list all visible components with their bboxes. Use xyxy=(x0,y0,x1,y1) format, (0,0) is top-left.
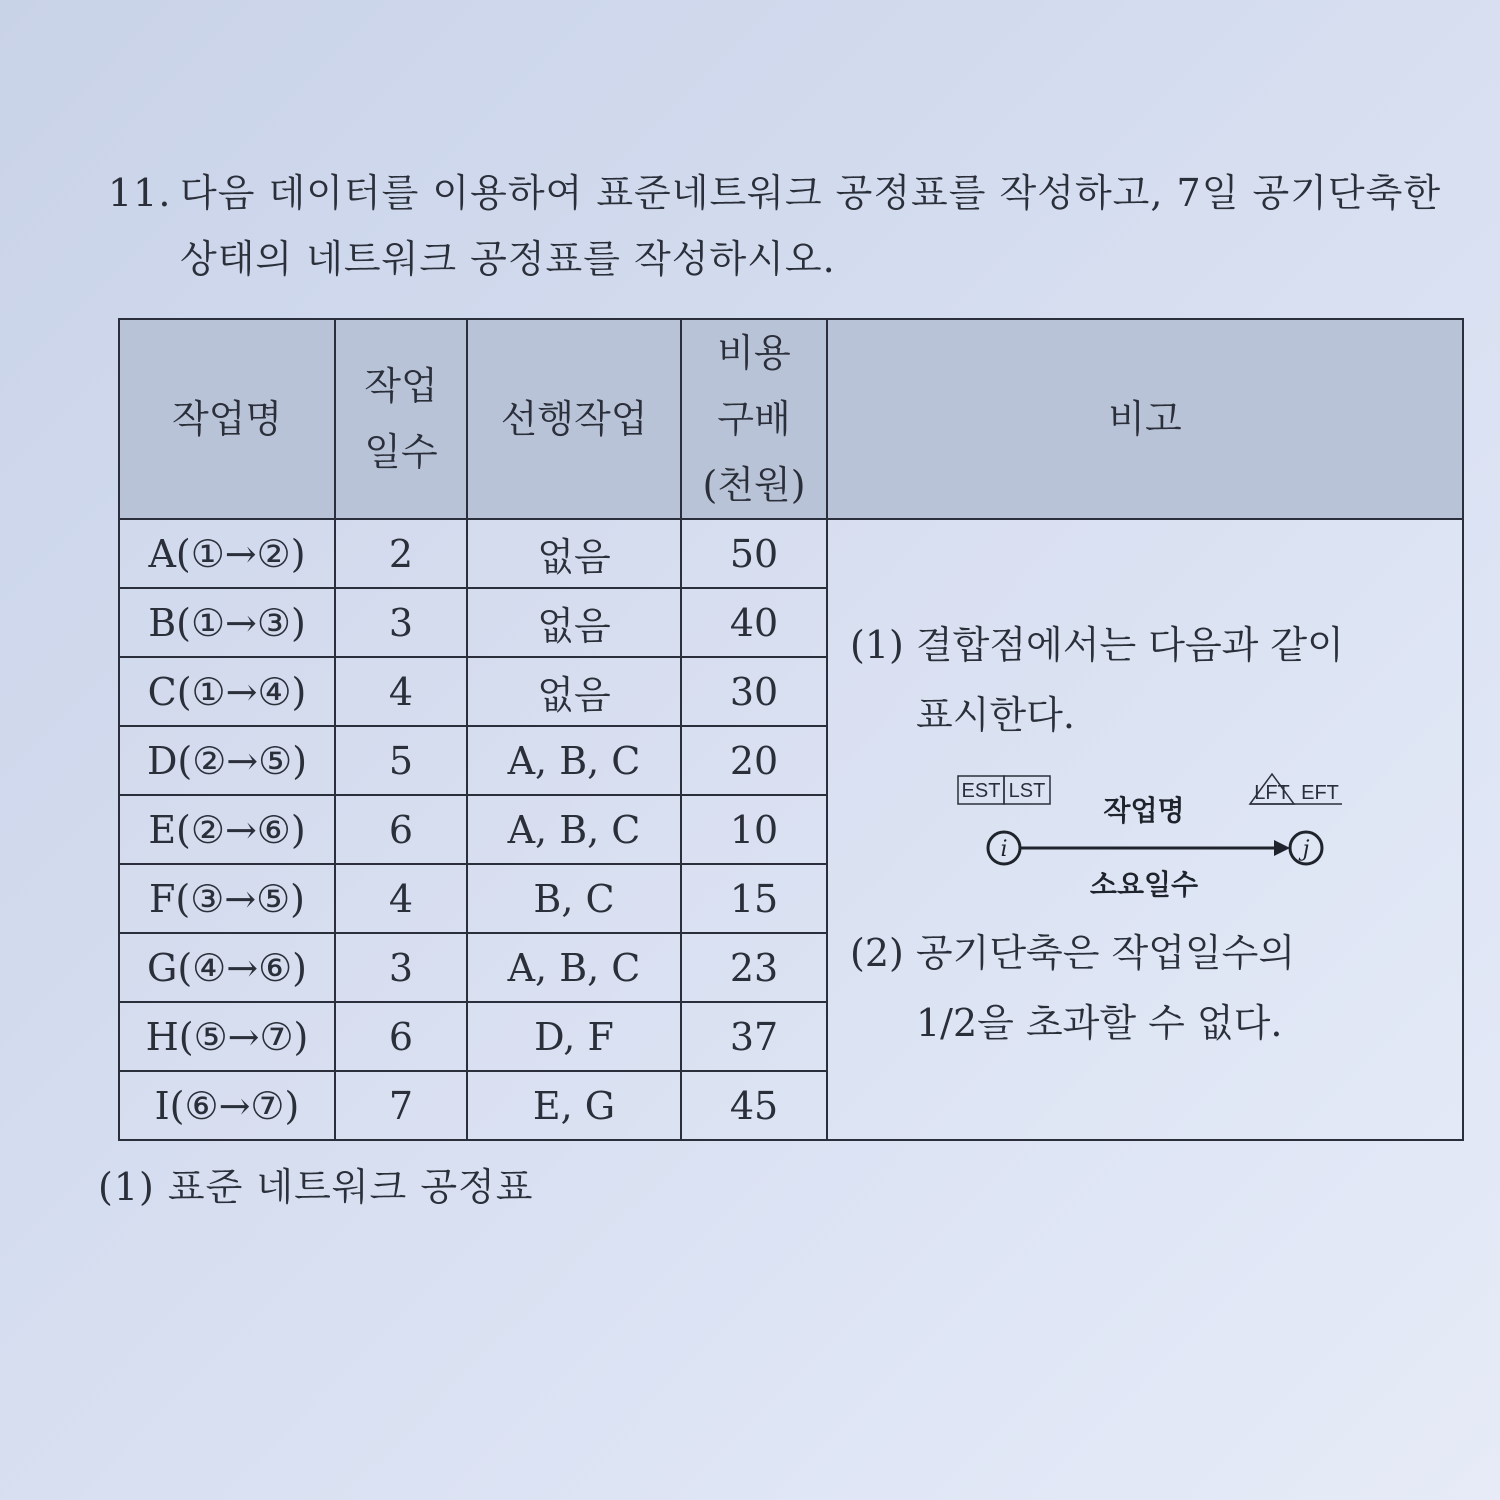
cell-remark xyxy=(827,519,1463,1140)
table-header-row xyxy=(119,319,1463,519)
cell-duration: 3 xyxy=(335,933,467,1002)
cell-cost-slope: 37 xyxy=(681,1002,827,1071)
cell-duration: 4 xyxy=(335,864,467,933)
cell-cost-slope: 10 xyxy=(681,795,827,864)
cell-duration: 5 xyxy=(335,726,467,795)
cell-predecessor: D, F xyxy=(467,1002,681,1071)
cell-duration: 6 xyxy=(335,1002,467,1071)
remark-note-2: (2) 공기단축은 작업일수의 xyxy=(850,931,1296,975)
cell-duration: 3 xyxy=(335,588,467,657)
cell-cost-slope: 15 xyxy=(681,864,827,933)
cell-activity-name: A(①→②) xyxy=(119,519,335,588)
arrow-head-icon xyxy=(1274,840,1290,856)
node-j-label: j xyxy=(1302,837,1310,862)
lst-label: LST xyxy=(1008,780,1046,802)
cell-cost-slope: 30 xyxy=(681,657,827,726)
lft-label: LFT xyxy=(1254,782,1290,804)
cell-predecessor: B, C xyxy=(467,864,681,933)
node-i-label: i xyxy=(1000,837,1008,862)
header-activity-name: 작업명 xyxy=(119,319,335,519)
cell-predecessor: A, B, C xyxy=(467,933,681,1002)
cell-duration: 4 xyxy=(335,657,467,726)
cell-activity-name: C(①→④) xyxy=(119,657,335,726)
remark-note-1: (1) 결합점에서는 다음과 같이 xyxy=(850,623,1344,667)
cell-activity-name: B(①→③) xyxy=(119,588,335,657)
activity-table xyxy=(118,318,1464,1141)
cell-predecessor: 없음 xyxy=(467,519,681,588)
cell-cost-slope: 50 xyxy=(681,519,827,588)
header-duration-line2: 일수 xyxy=(364,430,438,474)
cell-cost-slope: 45 xyxy=(681,1071,827,1140)
question-line-2: 상태의 네트워크 공정표를 작성하시오. xyxy=(180,237,836,281)
header-predecessor: 선행작업 xyxy=(467,319,681,519)
cell-cost-slope: 20 xyxy=(681,726,827,795)
eft-label: EFT xyxy=(1301,782,1339,804)
duration-label: 소요일수 xyxy=(1089,868,1199,900)
cell-activity-name: H(⑤→⑦) xyxy=(119,1002,335,1071)
header-cost-line1: 비용 xyxy=(717,331,791,375)
header-duration xyxy=(335,319,467,519)
question-number: 11. xyxy=(108,171,172,215)
header-cost-line2: 구배 xyxy=(717,397,791,441)
cell-duration: 6 xyxy=(335,795,467,864)
cell-cost-slope: 23 xyxy=(681,933,827,1002)
est-label: EST xyxy=(961,780,1001,802)
cell-predecessor: 없음 xyxy=(467,588,681,657)
cell-cost-slope: 40 xyxy=(681,588,827,657)
cell-predecessor: 없음 xyxy=(467,657,681,726)
cell-activity-name: I(⑥→⑦) xyxy=(119,1071,335,1140)
header-cost-slope xyxy=(681,319,827,519)
cell-predecessor: A, B, C xyxy=(467,795,681,864)
header-duration-line1: 작업 xyxy=(364,364,438,408)
subheading-standard-network: (1) 표준 네트워크 공정표 xyxy=(98,1165,534,1209)
header-remark: 비고 xyxy=(827,319,1463,519)
remark-note-2-cont: 1/2을 초과할 수 없다. xyxy=(916,1001,1283,1045)
activity-label: 작업명 xyxy=(1103,794,1185,827)
header-cost-line3: (천원) xyxy=(702,463,806,507)
cell-duration: 2 xyxy=(335,519,467,588)
node-notation-diagram xyxy=(950,770,1350,900)
cell-activity-name: F(③→⑤) xyxy=(119,864,335,933)
cell-activity-name: D(②→⑤) xyxy=(119,726,335,795)
cell-activity-name: E(②→⑥) xyxy=(119,795,335,864)
question-text-1: 다음 데이터를 이용하여 표준네트워크 공정표를 작성하고, 7일 공기단축한 xyxy=(180,171,1442,215)
question-line-1 xyxy=(108,160,1468,226)
cell-activity-name: G(④→⑥) xyxy=(119,933,335,1002)
cell-predecessor: A, B, C xyxy=(467,726,681,795)
question-11 xyxy=(108,160,1468,292)
remark-note-1-cont: 표시한다. xyxy=(916,693,1075,737)
table-row xyxy=(119,519,1463,588)
cell-predecessor: E, G xyxy=(467,1071,681,1140)
cell-duration: 7 xyxy=(335,1071,467,1140)
